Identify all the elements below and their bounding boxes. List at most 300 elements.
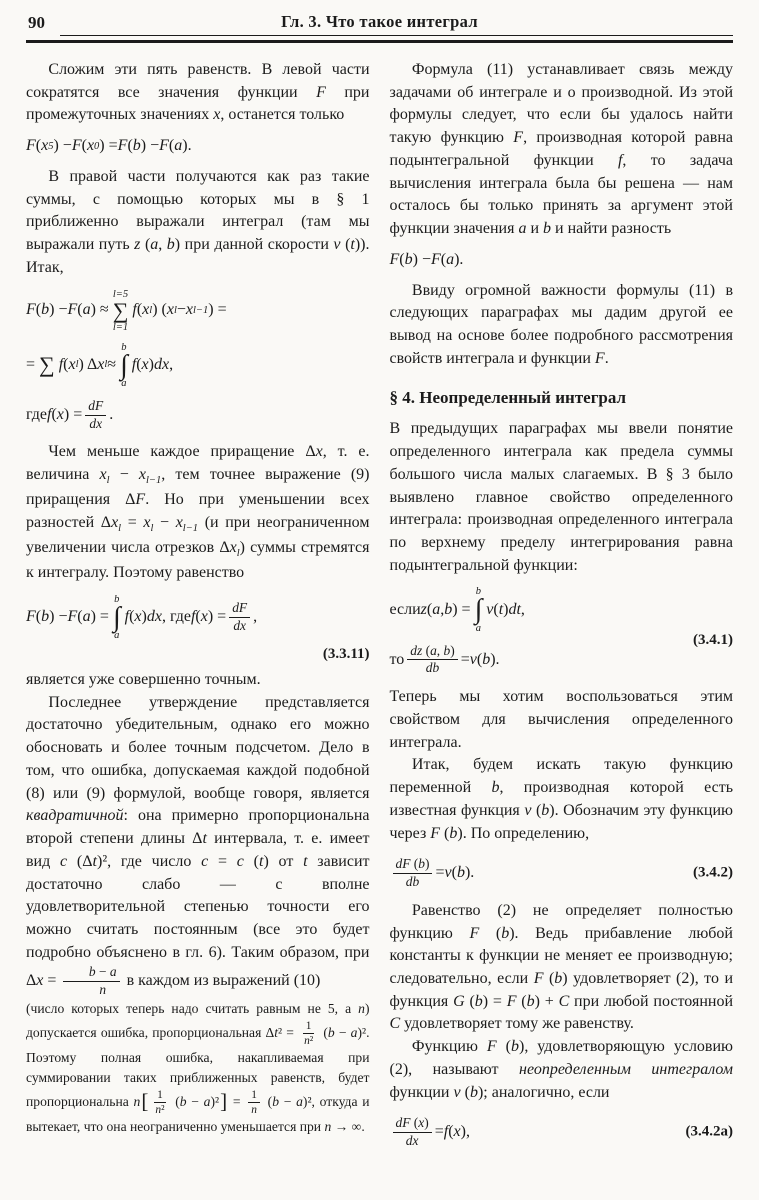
text-run: − <box>176 301 186 319</box>
math-var: x <box>142 301 150 319</box>
text-run: ( <box>543 970 555 988</box>
text-run: ). По определению, <box>457 824 590 842</box>
text-run: Равенство (2) не определяет полностью функцию <box>389 901 733 942</box>
math-var: x <box>97 355 105 373</box>
math-var: a <box>203 1093 211 1109</box>
formula-body <box>26 594 257 641</box>
math-var: n <box>155 1103 162 1116</box>
text-run: ( <box>81 137 87 155</box>
integral-sign <box>475 586 483 633</box>
text-run: ( <box>340 236 351 254</box>
math-var: dF <box>395 1115 411 1131</box>
subscript: 0 <box>94 140 100 152</box>
math-var: F <box>67 608 78 626</box>
formula <box>26 289 370 333</box>
text-run: ) <box>148 355 154 373</box>
text-run: ( <box>170 1093 180 1109</box>
text-run: где <box>26 405 48 423</box>
text-run: → ∞. <box>331 1119 365 1135</box>
text-run: , то задача вычисления интеграла была бы решена — нам осталось бы только принять за аргумент этой функции значения <box>389 151 733 238</box>
text-run: Сложим эти пять равенств. В левой части сократятся все значения функции <box>26 61 370 101</box>
math-var: dz <box>410 642 423 658</box>
text-run: ) при данной скорости <box>174 236 334 254</box>
paragraph <box>26 166 370 280</box>
math-var: a <box>296 1093 303 1109</box>
math-var: a <box>109 964 117 980</box>
math-var: b <box>501 924 510 942</box>
text-run: )² <box>210 1093 220 1109</box>
text-run: ² = <box>278 1024 299 1040</box>
fraction <box>248 1088 260 1118</box>
text-run: ( <box>77 301 83 319</box>
text-run: ). <box>490 650 500 668</box>
upper-limit: b <box>475 586 482 598</box>
text-run: Итак, будем искать такую функцию переменной <box>389 756 733 797</box>
text-run: ) ≈ <box>90 301 109 319</box>
text-run: ) удовлетворяет (2), то и функция <box>389 970 734 1010</box>
text-run: ( <box>195 608 201 626</box>
math-var: a <box>350 1024 358 1040</box>
text-run: , <box>440 600 445 618</box>
denominator <box>74 982 109 999</box>
math-var: v <box>453 1083 461 1101</box>
paragraph <box>26 669 370 692</box>
chapter-title: Гл. 3. Что такое интеграл <box>281 12 478 31</box>
big-bracket: ] <box>220 1089 228 1114</box>
text-run: является уже совершенно точным. <box>26 671 261 689</box>
text-run: то <box>389 650 405 668</box>
text-run: , <box>169 355 174 373</box>
text-run: , т. е. величина <box>26 443 370 484</box>
formula-body <box>390 250 464 271</box>
formula <box>390 1113 734 1150</box>
math-var: a <box>518 220 527 238</box>
text-run: ) от <box>263 852 304 870</box>
right-column <box>390 59 734 1159</box>
sum-sign <box>113 289 129 333</box>
math-var: dx <box>233 617 247 633</box>
text-run: ( <box>127 137 133 155</box>
text-run: ( <box>243 852 259 870</box>
numerator <box>85 398 106 416</box>
text-run: ( <box>136 301 143 319</box>
text-run: ² <box>161 1103 165 1116</box>
text-run: зависит достаточно слабо — с вполне удовлетворительной степенью точности его можно считать постоянным (все это будет подробно объяснено в гл. 6). Таким образом, при Δ <box>26 852 370 990</box>
math-var: a <box>446 250 455 268</box>
math-var: b <box>88 964 96 980</box>
math-var: x <box>138 466 146 484</box>
text-run: ), удовлетворяющую условию (2), называют <box>389 1038 733 1078</box>
math-var: f <box>47 405 52 423</box>
lower-limit: l=1 <box>112 321 129 333</box>
math-var: F <box>533 970 544 988</box>
math-var: db <box>425 660 440 676</box>
math-var: v <box>333 236 341 254</box>
text-run: ) = <box>208 301 227 319</box>
text-run: ( <box>440 250 447 268</box>
upper-limit: l=5 <box>112 288 129 300</box>
text-run: ). <box>464 864 475 882</box>
math-var: F <box>506 992 517 1010</box>
text-run: = <box>26 355 36 373</box>
text-run: . <box>604 349 609 367</box>
math-var: v <box>444 864 452 882</box>
text-run: ) = <box>482 992 507 1010</box>
text-run: ( <box>448 1123 454 1141</box>
math-var: F <box>430 824 441 842</box>
text-run: удовлетворяет тому же равенству. <box>400 1015 634 1033</box>
text-run: , <box>436 642 444 658</box>
formula <box>26 136 370 157</box>
math-var: dx <box>153 355 170 373</box>
math-var: F <box>486 1038 497 1056</box>
text-run: − <box>153 513 176 531</box>
integral-sign <box>120 342 128 389</box>
subscript: l−1 <box>182 523 199 535</box>
text-run: при любой постоянной <box>569 992 734 1010</box>
denominator <box>248 1103 260 1117</box>
math-var: v <box>469 650 477 668</box>
formula <box>26 342 370 389</box>
text-run: ( <box>479 924 502 942</box>
text-run: ( <box>440 824 450 842</box>
text-run: 1 <box>305 1019 312 1032</box>
text-run: ( <box>460 1083 470 1101</box>
fraction <box>393 856 433 891</box>
text-run: ( <box>422 642 431 658</box>
formula <box>26 594 370 641</box>
text-run: ) допускается ошибка, пропорциональная Δ <box>26 1000 370 1040</box>
math-var: dx <box>89 415 103 431</box>
integral-glyph: ∫ <box>474 594 483 626</box>
math-var: f <box>58 355 64 373</box>
math-var: F <box>594 349 605 367</box>
text-run: ); аналогично, если <box>477 1083 610 1101</box>
math-var: F <box>316 83 326 101</box>
math-var: t <box>498 600 504 618</box>
text-run: , останется только <box>220 106 345 124</box>
numerator <box>154 1088 166 1103</box>
math-var: F <box>430 250 441 268</box>
text-run: − <box>334 1024 351 1040</box>
text-run: Теперь мы хотим воспользоваться этим свойством для вычисления определенного интеграла. <box>389 688 733 751</box>
text-run: . <box>109 405 114 423</box>
math-var: x <box>315 443 323 461</box>
lower-limit: a <box>114 630 120 642</box>
text-run: ( <box>531 801 542 819</box>
text-run: ) = <box>452 600 471 618</box>
math-var: F <box>71 137 82 155</box>
formula-body <box>26 342 173 389</box>
math-var: t <box>258 852 264 870</box>
text-run: (Δ <box>67 852 93 870</box>
math-var: G <box>453 992 465 1010</box>
math-var: b <box>449 824 458 842</box>
math-var: b <box>474 992 483 1010</box>
text-run: в каждом из выражений (10) <box>122 972 321 990</box>
text-run: и <box>526 220 544 238</box>
math-var: a <box>174 137 183 155</box>
text-run: ) − <box>53 137 72 155</box>
text-run: ) − <box>140 137 160 155</box>
paragraph <box>26 692 370 999</box>
math-var: x <box>56 405 64 423</box>
paragraph <box>390 418 734 577</box>
math-var: b <box>541 801 550 819</box>
math-var: n <box>358 1000 365 1016</box>
text-run: ) = <box>99 137 118 155</box>
formula <box>389 586 734 648</box>
text-run: )). Итак, <box>26 236 370 276</box>
math-var: n <box>304 1034 310 1047</box>
math-var: f <box>124 608 130 626</box>
text-run: ) − <box>49 608 68 626</box>
math-var: t <box>303 852 308 870</box>
text-run: = <box>121 513 144 531</box>
math-var: x <box>166 301 174 319</box>
subscript: l <box>118 523 122 535</box>
denominator <box>403 874 422 891</box>
math-var: b <box>166 236 175 254</box>
text-run: В предыдущих параграфах мы ввели понятие определенного интеграла как предела суммы большого числа малых слагаемых. В § 3 было выявлено главное свойство определенного интеграла: производная определенного интеграла по верхнему пределу интегрирования равна подынтегральной функции: <box>389 420 733 574</box>
math-var: b <box>469 1083 478 1101</box>
formula <box>26 398 370 433</box>
text-run: − <box>95 964 110 980</box>
math-var: F <box>26 301 36 319</box>
text-run: ( <box>262 1093 273 1109</box>
text-run: § 4. Неопределенный интеграл <box>389 388 627 408</box>
subscript: l <box>173 304 177 316</box>
text-run: 1 <box>251 1088 257 1101</box>
text-run: при промежуточных значениях <box>26 83 370 124</box>
math-var: f <box>132 301 137 319</box>
formula <box>390 854 734 891</box>
denominator <box>230 618 249 635</box>
math-var: x <box>185 301 194 319</box>
math-var: n <box>251 1103 257 1116</box>
math-var: b <box>41 608 50 626</box>
text-run: В правой части получаются как раз такие суммы, с помощью которых мы в § 1 приближенно выражали интеграл (там мы выражали путь <box>26 167 370 254</box>
math-var: b <box>554 970 563 988</box>
text-run: ² <box>309 1034 314 1047</box>
math-var: c <box>60 852 68 870</box>
text-run: ( <box>319 1024 328 1040</box>
math-var: dx <box>146 608 162 626</box>
math-var: x <box>143 513 151 531</box>
paragraph <box>26 59 370 127</box>
text-run: ). <box>454 250 464 268</box>
text-run: ( <box>35 301 42 319</box>
text-run: ) <box>141 608 147 626</box>
math-var: b <box>41 301 50 319</box>
math-var: b <box>511 1038 519 1056</box>
text-run: ) <box>450 642 455 658</box>
text-run: если <box>389 600 421 618</box>
paragraph <box>390 900 734 1036</box>
math-var: b <box>526 992 535 1010</box>
text-run: = <box>435 864 445 882</box>
integral-glyph: ∫ <box>120 349 128 381</box>
math-var: x <box>200 608 208 626</box>
equation-number: (3.4.2) <box>693 863 733 880</box>
math-var: b <box>132 137 141 155</box>
text-run: и найти разность <box>551 220 672 238</box>
math-var: F <box>469 924 480 942</box>
math-var: v <box>486 600 494 618</box>
text-run: = <box>208 852 237 870</box>
math-var: x <box>141 355 149 373</box>
equation-number: (3.4.1) <box>693 631 733 648</box>
fraction <box>152 1088 167 1118</box>
denominator <box>403 1133 422 1150</box>
math-var: b <box>456 864 465 882</box>
text-run: ( <box>77 608 83 626</box>
math-var: b <box>179 1093 187 1109</box>
fraction <box>229 600 250 635</box>
denominator <box>86 416 105 433</box>
subscript: l <box>236 548 240 560</box>
text-run: Формула (11) устанавливает связь между задачами об интеграле и о производной. Из этой формулы следует, что если бы удалось найти такую функцию <box>389 61 733 147</box>
formula-body <box>390 1115 470 1150</box>
text-run: − <box>109 466 139 484</box>
math-var: z <box>134 236 141 254</box>
math-var: b <box>327 1024 335 1040</box>
text-run: ) <box>424 1115 429 1131</box>
math-var: F <box>389 250 400 268</box>
text-run: ( <box>516 992 527 1010</box>
math-var: b <box>491 779 500 797</box>
text-run: : она примерно пропорциональна второй степени длины Δ <box>26 807 370 848</box>
text-run: , <box>520 600 525 618</box>
math-var: f <box>190 608 196 626</box>
text-run: ( <box>410 856 419 872</box>
text-run: , тем точнее выражение (9) приращения Δ <box>26 466 370 509</box>
left-column <box>26 59 370 1159</box>
numerator <box>393 1115 432 1133</box>
text-run: ( <box>410 1115 419 1131</box>
math-var: dt <box>508 600 521 618</box>
subscript: l <box>75 359 79 371</box>
text-run: ) <box>425 856 430 872</box>
math-var: F <box>159 137 169 155</box>
text-run: , производная которой равна подынтегральной функции <box>389 129 734 169</box>
text-run: (и при неограниченном увеличении числа отрезков Δ <box>26 513 370 557</box>
denominator <box>152 1103 167 1117</box>
text-run: ( <box>51 405 57 423</box>
math-var: квадратичной <box>26 807 124 825</box>
text-run: ( <box>464 992 475 1010</box>
fraction <box>407 643 457 678</box>
formula-body <box>26 398 113 433</box>
math-var: x <box>111 513 119 531</box>
denominator <box>423 660 442 677</box>
text-run: ≈ <box>107 355 117 373</box>
math-var: x <box>36 972 44 990</box>
text-run: ( <box>136 355 142 373</box>
text-run: ). Ведь прибавление любой константы к функции не меняет ее производную; следовательно, если <box>389 924 733 988</box>
paragraph <box>390 686 734 754</box>
math-var: F <box>135 491 146 509</box>
math-var: F <box>117 137 128 155</box>
integral-sign <box>113 594 121 641</box>
text-run: функции <box>389 1083 454 1101</box>
math-var: dF <box>88 397 104 413</box>
paragraph <box>390 280 734 371</box>
math-var: x <box>68 355 76 373</box>
fraction <box>393 1115 432 1150</box>
subscript: l <box>149 304 153 316</box>
text-run: ( <box>426 600 433 618</box>
math-var: x <box>418 1115 425 1131</box>
paragraph <box>390 1036 734 1104</box>
math-var: C <box>389 1015 401 1033</box>
math-var: c <box>201 852 209 870</box>
text-run: ( <box>496 1038 511 1056</box>
math-var: c <box>236 852 244 870</box>
text-run: = <box>434 1123 444 1141</box>
text-run: Чем меньше каждое приращение Δ <box>48 443 316 461</box>
header-rule-thick <box>26 40 733 43</box>
numerator <box>248 1088 260 1103</box>
text-run: ( <box>35 608 42 626</box>
lower-limit: a <box>475 622 482 634</box>
text-run: ) = <box>63 405 83 423</box>
equation-number: (3.3.11) <box>322 646 370 663</box>
numerator <box>407 643 457 661</box>
fraction <box>63 964 119 999</box>
sigma-glyph: ∑ <box>112 297 129 323</box>
fraction <box>85 398 106 433</box>
numerator <box>63 964 119 982</box>
text-run: ( <box>35 137 42 155</box>
running-header <box>26 12 733 38</box>
text-run: ( <box>476 650 483 668</box>
math-var: x <box>213 106 221 124</box>
text-run: ) Δ <box>78 355 98 373</box>
text-run: ( <box>451 864 457 882</box>
math-var: a <box>82 301 91 319</box>
formula <box>390 250 734 271</box>
text-run: ) − <box>49 301 68 319</box>
math-var: dF <box>395 856 411 872</box>
text-run: , <box>253 608 258 626</box>
math-var: a <box>82 608 91 626</box>
sigma-glyph: ∑ <box>39 352 55 378</box>
math-var: x <box>86 137 95 155</box>
text-run: )², где число <box>96 852 202 870</box>
fraction <box>301 1019 316 1049</box>
paragraph <box>390 59 734 241</box>
numerator <box>393 856 433 874</box>
math-var: t <box>92 852 97 870</box>
math-var: f <box>443 1123 449 1141</box>
upper-limit: b <box>114 593 120 605</box>
formula <box>390 643 734 678</box>
math-var: b <box>482 650 491 668</box>
formula-body <box>390 856 475 891</box>
text-run: )². Поэтому полная ошибка, накапливаемая при суммировании таких приближенных равенств, будет пропорциональна <box>26 1024 370 1109</box>
text-run: ). <box>182 137 192 155</box>
subscript: l <box>106 475 110 487</box>
text-run: ) <box>503 600 509 618</box>
subscript: l <box>150 523 154 535</box>
math-var: v <box>524 801 532 819</box>
text-run: − <box>186 1093 204 1109</box>
math-var: n <box>133 1093 141 1109</box>
math-var: z <box>420 600 427 618</box>
math-var: b <box>443 642 451 658</box>
math-var: n <box>99 982 107 998</box>
